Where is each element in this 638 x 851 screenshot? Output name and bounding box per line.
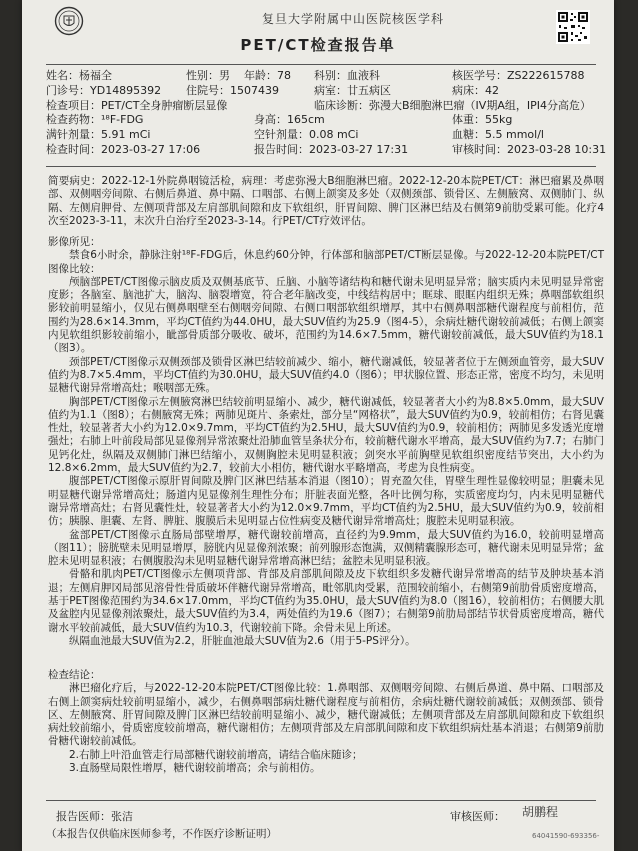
- outpatient-label: 门诊号：: [46, 83, 90, 97]
- nuclear-id-label: 核医学号：: [452, 69, 507, 82]
- outpatient-no: YD14895392: [90, 83, 162, 97]
- patient-sex: 男: [219, 69, 230, 82]
- bed: 42: [485, 83, 499, 97]
- header-divider: [46, 64, 596, 65]
- findings-paragraph: 胸部PET/CT图像示左侧腋窝淋巴结较前明显缩小、减少，糖代谢减低，较显著者大小约为8.8×5.0mm，最大SUV值约为1.1（图8）；右侧腋窝无殊；两肺见斑片、条索灶，部分呈“网格状”，最大SUV值约为0.9，较前相仿；右肾见囊性灶，较显著者大小约为12.0×9.7mm，平均CT值约为2.5HU，最大SUV值约为0.9，较前相仿；两肺见多发透光度增强灶；右肺上叶前段局部见显像剂异常浓聚灶沿肺血管呈条状分布，较前糖代谢水平增高，最大SUV值约为7.7；右肺门见钙化灶，纵隔及双侧肺门淋巴结缩小，双侧胸腔未见明显积液；剑突水平前胸壁见软组织密度结节突出，大小约为12.8×6.2mm，最大SUV值约为2.7，较前大小相仿，糖代谢水平略增高，考虑为良性病变。: [48, 395, 604, 475]
- patient-info: [46, 70, 606, 156]
- findings-paragraph: 颅脑部PET/CT图像示脑皮质及双侧基底节、丘脑、小脑等诸结构和糖代谢未见明显异常；脑实质内未见明显异常密度影；各脑室、脑池扩大，脑沟、脑裂增宽，符合老年脑改变，中线结构居中；眶球、眼眶内组织无殊；鼻咽部软组织影较前明显缩小，仅见右侧鼻咽壁至右侧咽旁间隙、右侧口咽部软组织增厚，其中右侧鼻咽部糖代谢程度与前相仿，范围约为28.6×14.3mm，平均CT值约为44.0HU，最大SUV值约为25.9（图4-5），余病灶糖代谢较前减低；右侧上颌窦内见软组织影较前缩小，眦部骨质部分吸收、破坏，范围约为14.6×7.5mm，糖代谢较前减低，最大SUV值约为18.1（图3）。: [48, 275, 604, 355]
- drug: ¹⁸F-FDG: [101, 113, 144, 127]
- reporter-name: 张洁: [111, 810, 133, 823]
- dept-label: 科别：: [314, 69, 347, 82]
- dose: 5.91 mCi: [101, 128, 151, 142]
- history-section: [48, 175, 604, 228]
- findings-section: [48, 236, 604, 648]
- dose-label: 满针剂量：: [46, 128, 101, 142]
- stamp-number: 64041590-693356-: [532, 832, 600, 840]
- auditor-signature: 胡鹏程: [522, 805, 559, 819]
- patient-name: 杨福全: [79, 69, 112, 82]
- auditor-label: 审核医师：: [450, 810, 505, 823]
- report-time: 2023-03-27 17:31: [309, 142, 409, 156]
- report-page: [22, 0, 614, 851]
- report-title: PET/CT检查报告单: [240, 36, 396, 54]
- findings-paragraph: 纵隔血池最大SUV值为2.2，肝脏血池最大SUV值为2.6（用于5-PS评分）。: [69, 634, 416, 647]
- sex-label: 性别：: [186, 69, 219, 82]
- ward-label: 病室：: [314, 83, 347, 97]
- report-header: [22, 0, 614, 54]
- diagnosis-label: 临床诊断：: [314, 98, 369, 112]
- height: 165cm: [287, 113, 325, 127]
- findings-paragraph: 禁食6小时余，静脉注射¹⁸F-FDG后，休息约60分钟，行体部和脑部PET/CT断层显像。与2022-12-20本院PET/CT图像比较：: [48, 249, 604, 275]
- audit-time-label: 审核时间：: [452, 142, 507, 156]
- conclusion-paragraph: 2.右肺上叶沿血管走行局部糖代谢较前增高，请结合临床随诊；: [69, 748, 363, 761]
- weight-label: 体重：: [452, 113, 485, 127]
- conclusion-paragraph: 3.直肠壁局限性增厚，糖代谢较前增高；余与前相仿。: [69, 762, 321, 775]
- findings-paragraph: 骨骼和肌肉PET/CT图像示左侧项背部、背部及肩部肌间隙及皮下软组织多发糖代谢异常增高的结节及肿块基本消退；左侧肩胛冈局部见溶骨性骨质破坏伴糖代谢异常增高，毗邻肌肉受累，范围较前缩小，右侧第9前肋骨质密度增高，基于PET图像范围约为34.6×17.0mm，平均CT值约为35.0HU，最大SUV值约为8.0（图16），较前相仿；右侧腰大肌及盆腔内见显像剂浓聚灶，最大SUV值约为3.4，两处值约为19.6（图7）；右侧第9前肋局部结节状骨质密度增高，糖代谢水平较前减低，最大SUV值约为10.3，代谢较前下降。余骨未见上所述。: [48, 568, 604, 634]
- report-time-label: 报告时间：: [254, 142, 309, 156]
- exam-item: PET/CT全身肿瘤断层显像: [101, 98, 228, 112]
- patient-age: 78: [277, 69, 291, 82]
- diagnosis: 弥漫大B细胞淋巴瘤（IV期A组，IPI4分高危）: [369, 98, 591, 112]
- empty-dose-label: 空针剂量：: [254, 128, 309, 142]
- bed-label: 病床：: [452, 83, 485, 97]
- conclusion-paragraph: 淋巴瘤化疗后，与2022-12-20本院PET/CT图像比较：1.鼻咽部、双侧咽旁间隙、右侧后鼻道、鼻中隔、口咽部及右侧上颌窦病灶较前明显缩小，减少，右侧鼻咽部病灶糖代谢程度与前相仿，余病灶糖代谢较前减低；双侧颈部、锁骨区、左侧腋窝、肝胃间隙及脾门区淋巴结较前明显缩小、减少，糖代谢减低；左侧项背部及左肩部肌间隙和皮下软组织病灶较前缩小，骨质密度较前增高，糖代谢相仿；左侧项背部及左肩部肌间隙和皮下软组织病灶基本消退；右侧第9前肋骨糖代谢较前减低。: [48, 682, 604, 748]
- conclusion-section: [48, 669, 604, 775]
- injection-time-label: 检查时间：: [46, 142, 101, 156]
- glucose: 5.5 mmol/l: [485, 128, 544, 142]
- reporter-label: 报告医师：: [56, 810, 111, 823]
- findings-paragraph: 盆部PET/CT图像示直肠局部壁增厚，糖代谢较前增高，直径约为9.9mm，最大SUV值约为16.0，较前明显增高（图11）；膀胱壁未见明显增厚，膀胱内见显像剂浓聚；前列腺形态饱满，双侧精囊腺形态可，糖代谢未见明显异常；盆腔未见明显积液；右侧腹股沟未见明显糖代谢异常增高淋巴结；盆腔未见明显积液。: [48, 528, 604, 568]
- disclaimer: （本报告仅供临床医师参考，不作医疗诊断证明）: [46, 828, 277, 840]
- glucose-label: 血糖：: [452, 128, 485, 142]
- drug-label: 检查药物：: [46, 113, 101, 127]
- findings-paragraph: 腹部PET/CT图像示原肝胃间隙及脾门区淋巴结基本消退（图10）；胃充盈欠佳，胃壁生理性显像较明显；胆囊未见明显糖代谢异常增高灶；肠道内见显像剂生理性分布；肝脏表面光整，各叶比例匀称，实质密度均匀，内未见明显糖代谢异常增高灶；右肾见囊性灶，较显著者大小约为12.0×9.7mm，平均CT值约为2.5HU，最大SUV值约为0.9，较前相仿；胰腺、胆囊、左肾、脾脏、腹膜后未见明显占位性病变及糖代谢异常增高灶；腹腔未见明显积液。: [48, 475, 604, 528]
- injection-time: 2023-03-27 17:06: [101, 142, 201, 156]
- age-label: 年龄：: [244, 69, 277, 82]
- history-text: 简要病史：2022-12-1外院鼻咽镜活检，病理：考虑弥漫大B细胞淋巴瘤。2022-12-20本院PET/CT：淋巴瘤累及鼻咽部、双侧咽旁间隙、右侧后鼻道、鼻中隔、口咽部、右侧上颌窦及多处（双侧颈部、锁骨区、左侧腋窝、双侧肺门、纵隔、左侧肩胛骨、左侧项背部及左肩部肌间隙和皮下软组织，肝胃间隙、脾门区淋巴结及右侧第9前肋受累可能。化疗4次至2023-3-11，末次升白治疗至2023-3-14。行PET/CT疗效评估。: [48, 175, 604, 227]
- patient-dept: 血液科: [347, 69, 380, 82]
- exam-item-label: 检查项目：: [46, 98, 101, 112]
- hospital-logo: [54, 6, 84, 36]
- findings-paragraph: 颈部PET/CT图像示双侧颈部及锁骨区淋巴结较前减少、缩小，糖代谢减低，较显著者位于左侧颈血管旁，最大SUV值约为8.7×5.4mm，平均CT值约为30.0HU，最大SUV值约4.0（图6）；甲状腺位置、形态正常，密度不均匀，未见明显糖代谢异常增高灶；喉咽部无殊。: [48, 355, 604, 395]
- height-label: 身高：: [254, 113, 287, 127]
- findings-title: 影像所见：: [48, 236, 101, 248]
- footer-divider: [46, 800, 596, 801]
- nuclear-id: ZS222615788: [507, 69, 585, 82]
- conclusion-title: 检查结论：: [48, 669, 101, 681]
- empty-dose: 0.08 mCi: [309, 128, 359, 142]
- audit-time: 2023-03-28 10:31: [507, 142, 607, 156]
- weight: 55kg: [485, 113, 513, 127]
- name-label: 姓名：: [46, 69, 79, 82]
- info-divider: [46, 166, 596, 167]
- inpatient-no: 1507439: [230, 83, 279, 97]
- inpatient-label: 住院号：: [186, 83, 230, 97]
- ward: 廿五病区: [347, 83, 391, 97]
- hospital-name: 复旦大学附属中山医院核医学科: [262, 12, 445, 26]
